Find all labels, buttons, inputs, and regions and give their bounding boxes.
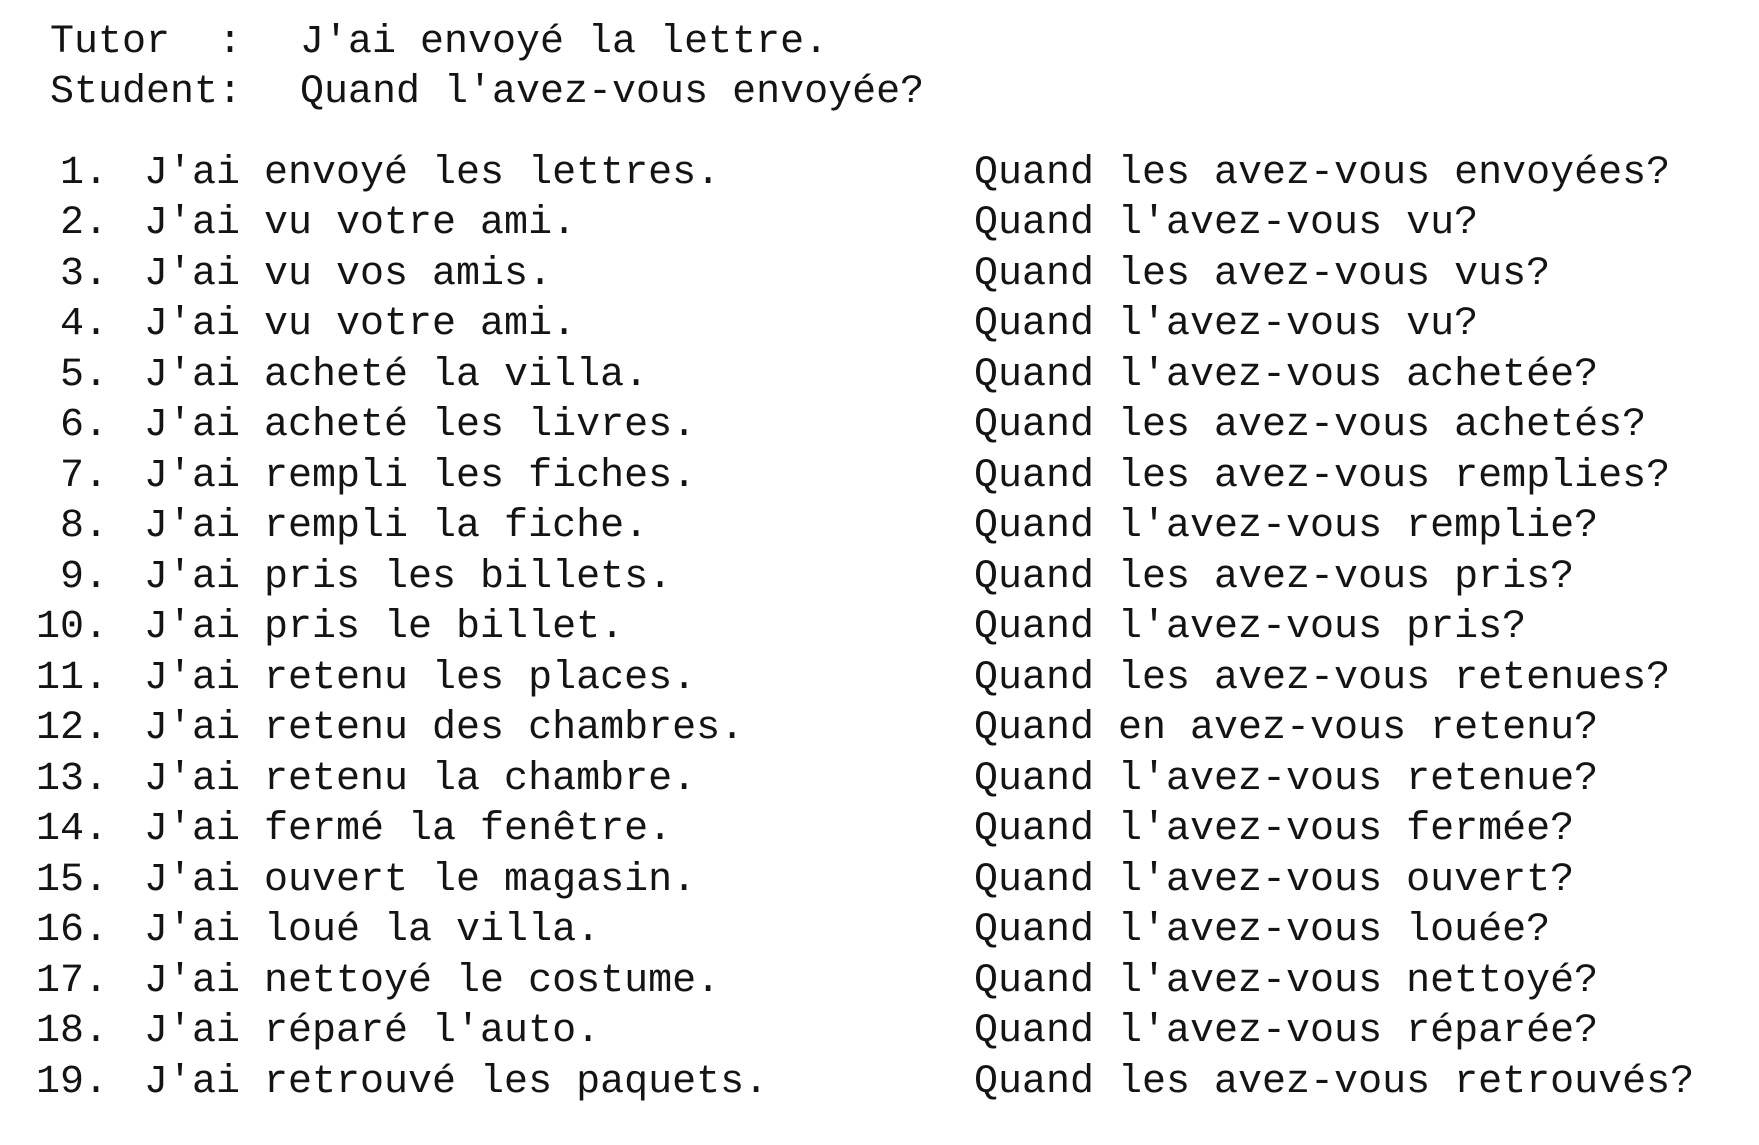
drill-number: 1 — [59, 150, 84, 196]
drill-prompt: J'ai vu votre ami. — [144, 302, 577, 348]
drill-row — [20, 502, 1740, 553]
drill-number: 9 — [59, 554, 84, 600]
drill-prompt: J'ai acheté les livres. — [144, 403, 697, 449]
drill-row — [20, 401, 1740, 452]
tutor-line — [50, 18, 924, 68]
drill-prompt: J'ai pris les billets. — [144, 554, 673, 600]
drill-number-dot: . — [84, 655, 109, 701]
drill-number-dot: . — [84, 908, 109, 954]
drill-answer: Quand les avez-vous retrouvés? — [974, 1059, 1695, 1105]
drill-number: 3 — [59, 251, 84, 297]
drill-number: 7 — [59, 453, 84, 499]
drill-number-dot: . — [84, 504, 109, 550]
drill-number-dot: . — [84, 201, 109, 247]
drill-prompt: J'ai acheté la villa. — [144, 352, 649, 398]
drill-number-dot: . — [84, 352, 109, 398]
drill-number: 10 — [35, 605, 84, 651]
drill-prompt: J'ai retenu la chambre. — [144, 756, 697, 802]
drill-row — [20, 249, 1740, 300]
drill-row — [20, 1007, 1740, 1058]
drill-answer: Quand les avez-vous envoyées? — [974, 150, 1671, 196]
drill-answer: Quand en avez-vous retenu? — [974, 706, 1599, 752]
drill-prompt: J'ai retenu les places. — [144, 655, 697, 701]
drill-prompt: J'ai rempli les fiches. — [144, 453, 697, 499]
drill-number: 6 — [59, 403, 84, 449]
drill-row — [20, 704, 1740, 755]
drill-prompt: J'ai pris le billet. — [144, 605, 625, 651]
drill-number: 15 — [35, 857, 84, 903]
drill-answer: Quand l'avez-vous ouvert? — [974, 857, 1575, 903]
drill-prompt: J'ai loué la villa. — [144, 908, 601, 954]
drill-number: 19 — [35, 1059, 84, 1105]
drill-row — [20, 148, 1740, 199]
tutor-text: J'ai envoyé la lettre. — [300, 20, 829, 65]
drill-row — [20, 199, 1740, 250]
drill-number: 8 — [59, 504, 84, 550]
drill-number-dot: . — [84, 706, 109, 752]
example-block — [50, 18, 924, 118]
drill-number-dot: . — [84, 807, 109, 853]
drill-row — [20, 451, 1740, 502]
drill-number: 14 — [35, 807, 84, 853]
drill-number: 11 — [35, 655, 84, 701]
drill-number-dot: . — [84, 958, 109, 1004]
drill-row — [20, 300, 1740, 351]
drill-answer: Quand les avez-vous pris? — [974, 554, 1575, 600]
drill-number-dot: . — [84, 554, 109, 600]
drill-row — [20, 906, 1740, 957]
tutor-label: Tutor : — [50, 20, 243, 65]
drill-answer: Quand l'avez-vous vu? — [974, 201, 1479, 247]
student-line — [50, 68, 924, 118]
drill-prompt: J'ai retrouvé les paquets. — [144, 1059, 769, 1105]
drill-number: 12 — [35, 706, 84, 752]
drill-answer: Quand les avez-vous achetés? — [974, 403, 1647, 449]
drill-number-dot: . — [84, 403, 109, 449]
drill-answer: Quand l'avez-vous pris? — [974, 605, 1527, 651]
drill-prompt: J'ai nettoyé le costume. — [144, 958, 721, 1004]
drill-number: 13 — [35, 756, 84, 802]
drill-answer: Quand les avez-vous vus? — [974, 251, 1551, 297]
drill-number-dot: . — [84, 1059, 109, 1105]
drill-number: 2 — [59, 201, 84, 247]
drill-answer: Quand l'avez-vous louée? — [974, 908, 1551, 954]
drill-number: 16 — [35, 908, 84, 954]
drill-number: 4 — [59, 302, 84, 348]
drill-answer: Quand l'avez-vous remplie? — [974, 504, 1599, 550]
drill-number: 18 — [35, 1009, 84, 1055]
drill-number-dot: . — [84, 756, 109, 802]
drill-number: 17 — [35, 958, 84, 1004]
drill-row — [20, 1057, 1740, 1108]
drill-answer: Quand les avez-vous remplies? — [974, 453, 1671, 499]
drill-row — [20, 754, 1740, 805]
drill-number-dot: . — [84, 150, 109, 196]
drill-prompt: J'ai vu vos amis. — [144, 251, 553, 297]
drill-number-dot: . — [84, 857, 109, 903]
drill-row — [20, 603, 1740, 654]
drill-answer: Quand l'avez-vous retenue? — [974, 756, 1599, 802]
drill-prompt: J'ai rempli la fiche. — [144, 504, 649, 550]
drill-number-dot: . — [84, 302, 109, 348]
drill-number: 5 — [59, 352, 84, 398]
drill-row — [20, 956, 1740, 1007]
drill-answer: Quand l'avez-vous vu? — [974, 302, 1479, 348]
drill-number-dot: . — [84, 1009, 109, 1055]
drill-prompt: J'ai vu votre ami. — [144, 201, 577, 247]
drill-answer: Quand l'avez-vous fermée? — [974, 807, 1575, 853]
drill-prompt: J'ai réparé l'auto. — [144, 1009, 601, 1055]
drill-answer: Quand l'avez-vous réparée? — [974, 1009, 1599, 1055]
student-label: Student: — [50, 70, 243, 115]
drill-prompt: J'ai retenu des chambres. — [144, 706, 745, 752]
drill-row — [20, 350, 1740, 401]
drill-number-dot: . — [84, 251, 109, 297]
drill-row — [20, 805, 1740, 856]
drill-row — [20, 552, 1740, 603]
drill-list — [20, 148, 1740, 1108]
student-text: Quand l'avez-vous envoyée? — [300, 70, 925, 115]
drill-row — [20, 653, 1740, 704]
drill-row — [20, 855, 1740, 906]
drill-prompt: J'ai envoyé les lettres. — [144, 150, 721, 196]
drill-number-dot: . — [84, 605, 109, 651]
drill-answer: Quand l'avez-vous achetée? — [974, 352, 1599, 398]
drill-answer: Quand les avez-vous retenues? — [974, 655, 1671, 701]
drill-prompt: J'ai ouvert le magasin. — [144, 857, 697, 903]
drill-answer: Quand l'avez-vous nettoyé? — [974, 958, 1599, 1004]
drill-prompt: J'ai fermé la fenêtre. — [144, 807, 673, 853]
drill-number-dot: . — [84, 453, 109, 499]
